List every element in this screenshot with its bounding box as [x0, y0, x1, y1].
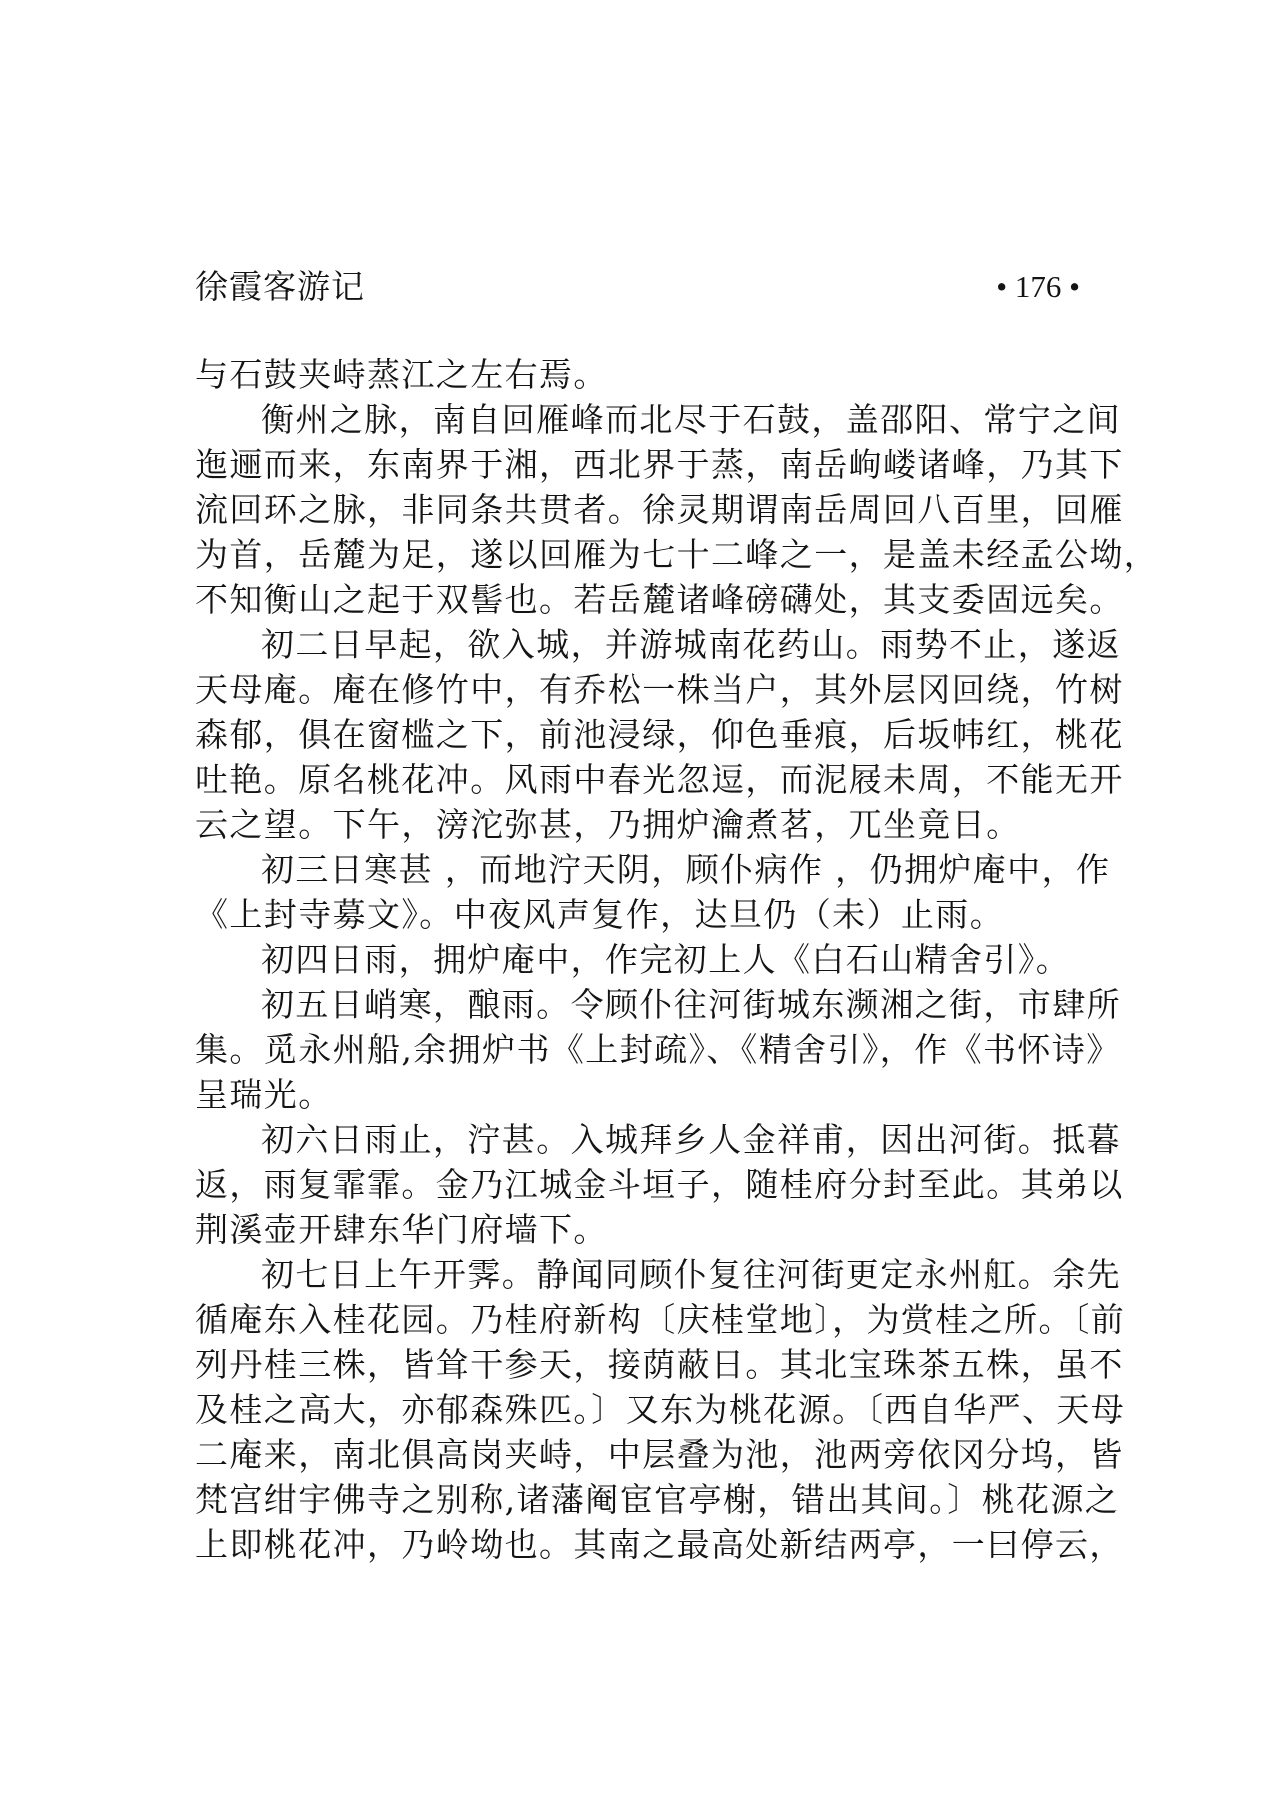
text-line: 与石鼓夹峙蒸江之左右焉。 — [195, 355, 608, 394]
page-number: • 176 • — [996, 269, 1080, 304]
text-line: 呈瑞光。 — [195, 1075, 333, 1114]
text-line: 吐艳。原名桃花冲。风雨中春光忽逗，而泥屐未周，不能无开 — [195, 760, 1124, 799]
text-line: 初六日雨止，泞甚。入城拜乡人金祥甫，因出河街。抵暮 — [261, 1120, 1121, 1159]
text-line: 森郁，俱在窗槛之下，前池浸绿，仰色垂痕，后坂帏红，桃花 — [195, 715, 1124, 754]
text-line: 返，雨复霏霏。金乃江城金斗垣子，随桂府分封至此。其弟以 — [195, 1165, 1124, 1204]
text-line: 迤逦而来，东南界于湘，西北界于蒸，南岳岣嵝诸峰，乃其下 — [195, 445, 1124, 484]
text-line: 荆溪壶开肆东华门府墙下。 — [195, 1210, 608, 1249]
body-text — [195, 352, 1159, 1567]
text-line: 为首，岳麓为足，遂以回雁为七十二峰之一，是盖未经孟公坳， — [195, 535, 1159, 574]
text-line: 初四日雨，拥炉庵中，作完初上人《白石山精舍引》。 — [261, 940, 1071, 979]
text-line: 初七日上午开霁。静闻同顾仆复往河街更定永州舡。余先 — [261, 1255, 1121, 1294]
text-line: 初二日早起，欲入城，并游城南花药山。雨势不止，遂返 — [261, 625, 1121, 664]
text-line: 梵宫绀宇佛寺之别称,诸藩阉宦官亭榭，错出其间。〕桃花源之 — [195, 1480, 1120, 1519]
text-line: 流回环之脉，非同条共贯者。徐灵期谓南岳周回八百里，回雁 — [195, 490, 1124, 529]
text-line: 云之望。下午，滂沱弥甚，乃拥炉瀹煮茗，兀坐竟日。 — [195, 805, 1021, 844]
text-line: 衡州之脉，南自回雁峰而北尽于石鼓，盖邵阳、常宁之间 — [261, 400, 1121, 439]
text-line: 循庵东入桂花园。乃桂府新构〔庆桂堂地〕，为赏桂之所。〔前 — [195, 1300, 1126, 1339]
text-line: 天母庵。庵在修竹中，有乔松一株当户，其外层冈回绕，竹树 — [195, 670, 1124, 709]
text-line: 列丹桂三株，皆耸干参天，接荫蔽日。其北宝珠茶五株，虽不 — [195, 1345, 1124, 1384]
book-title: 徐霞客游记 — [195, 267, 365, 306]
text-line: 及桂之高大，亦郁森殊匹。〕又东为桃花源。〔西自华严、天母 — [195, 1390, 1126, 1429]
text-line: 二庵来，南北俱高岗夹峙，中层叠为池，池两旁依冈分坞，皆 — [195, 1435, 1124, 1474]
text-line: 初五日峭寒，酿雨。令顾仆往河街城东濒湘之街，市肆所 — [261, 985, 1121, 1024]
running-header — [195, 262, 1080, 312]
text-line: 《上封寺募文》。中夜风声复作，达旦仍（未）止雨。 — [195, 895, 1005, 934]
text-line: 不知衡山之起于双髻也。若岳麓诸峰磅礴处，其支委固远矣。 — [195, 580, 1124, 619]
text-line: 上即桃花冲，乃岭坳也。其南之最高处新结两亭，一曰停云， — [195, 1525, 1124, 1564]
text-line: 初三日寒甚 ，而地泞天阴，顾仆病作 ，仍拥炉庵中，作 — [261, 850, 1111, 889]
text-line: 集。觅永州船,余拥炉书《上封疏》、《精舍引》，作《书怀诗》 — [195, 1030, 1121, 1069]
